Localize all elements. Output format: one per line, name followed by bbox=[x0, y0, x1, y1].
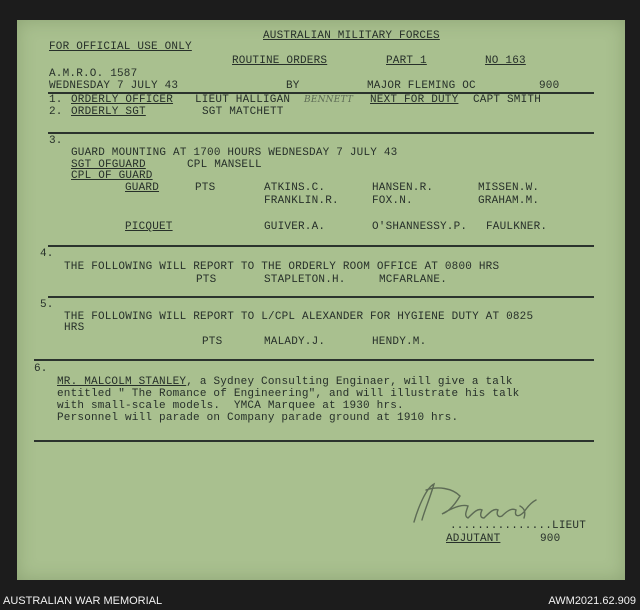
rule-section-6 bbox=[34, 440, 594, 442]
orderly-sgt-label: ORDERLY SGT bbox=[71, 106, 146, 118]
part-number: PART 1 bbox=[386, 55, 427, 67]
item-number-4: 4. bbox=[40, 248, 54, 260]
picquet-name: GUIVER.A. bbox=[264, 221, 326, 233]
sgt-of-guard-name: CPL MANSELL bbox=[187, 159, 262, 171]
section-5-name: MALADY.J. bbox=[264, 336, 326, 348]
guard-name: HANSEN.R. bbox=[372, 182, 434, 194]
handwritten-correction: BENNETT bbox=[304, 95, 354, 105]
footer-source: AUSTRALIAN WAR MEMORIAL bbox=[3, 595, 163, 607]
item-number-1: 1. bbox=[49, 94, 63, 106]
section-6-line1 bbox=[57, 376, 513, 388]
sgt-of-guard-label: SGT OFGUARD bbox=[71, 159, 146, 171]
section-6-line1-rest: , a Sydney Consulting Enginaer, will give a talk bbox=[186, 376, 513, 388]
guard-label: GUARD bbox=[125, 182, 160, 194]
guard-name: MISSEN.W. bbox=[478, 182, 540, 194]
item-number-2: 2. bbox=[49, 106, 63, 118]
section-6-line3: with small-scale models. YMCA Marquee at 1930 hrs. bbox=[57, 400, 404, 412]
section-5-text-line2: HRS bbox=[64, 322, 85, 334]
unit-number: 900 bbox=[539, 80, 560, 92]
handwritten-signature bbox=[408, 478, 548, 526]
section-4-name: STAPLETON.H. bbox=[264, 274, 346, 286]
picquet-name: FAULKNER. bbox=[486, 221, 548, 233]
picquet-name: O'SHANNESSY.P. bbox=[372, 221, 468, 233]
document-title: AUSTRALIAN MILITARY FORCES bbox=[263, 30, 440, 42]
footer-accession: AWM2021.62.909 bbox=[548, 595, 636, 607]
speaker-name: MR. MALCOLM STANLEY bbox=[57, 376, 187, 388]
item-number-3: 3. bbox=[49, 135, 63, 147]
item-number-6: 6. bbox=[34, 363, 48, 375]
cpl-of-guard-label: CPL OF GUARD bbox=[71, 170, 153, 182]
commanding-officer: MAJOR FLEMING OC bbox=[367, 80, 476, 92]
order-number: NO 163 bbox=[485, 55, 526, 67]
section-5-name: HENDY.M. bbox=[372, 336, 427, 348]
section-5-text-line1: THE FOLLOWING WILL REPORT TO L/CPL ALEXANDER FOR HYGIENE DUTY AT 0825 bbox=[64, 311, 534, 323]
rule-section-4 bbox=[48, 296, 594, 298]
section-4-text: THE FOLLOWING WILL REPORT TO THE ORDERLY ROOM OFFICE AT 0800 HRS bbox=[64, 261, 500, 273]
guard-name: GRAHAM.M. bbox=[478, 195, 540, 207]
official-use-label: FOR OFFICIAL USE ONLY bbox=[49, 41, 192, 53]
next-for-duty-label: NEXT FOR DUTY bbox=[370, 94, 459, 106]
orderly-sgt-name: SGT MATCHETT bbox=[202, 106, 284, 118]
signature-unit: 900 bbox=[540, 533, 561, 545]
item-number-5: 5. bbox=[40, 299, 54, 311]
by-label: BY bbox=[286, 80, 300, 92]
rule-section-2 bbox=[48, 132, 594, 134]
guard-name: ATKINS.C. bbox=[264, 182, 326, 194]
section-6-line4: Personnel will parade on Company parade ground at 1910 hrs. bbox=[57, 412, 459, 424]
orderly-officer-label: ORDERLY OFFICER bbox=[71, 94, 174, 106]
order-date: WEDNESDAY 7 JULY 43 bbox=[49, 80, 179, 92]
section-5-pts-label: PTS bbox=[202, 336, 223, 348]
rule-section-5 bbox=[34, 359, 594, 361]
signature-rank: ...............LIEUT bbox=[450, 520, 587, 532]
next-for-duty-name: CAPT SMITH bbox=[473, 94, 542, 106]
routine-orders-heading: ROUTINE ORDERS bbox=[232, 55, 328, 67]
guard-pts-label: PTS bbox=[195, 182, 216, 194]
guard-mounting-text: GUARD MOUNTING AT 1700 HOURS WEDNESDAY 7 JULY 43 bbox=[71, 147, 398, 159]
rule-section-3 bbox=[48, 245, 594, 247]
section-4-name: MCFARLANE. bbox=[379, 274, 448, 286]
orderly-officer-name: LIEUT HALLIGAN bbox=[195, 94, 291, 106]
guard-name: FOX.N. bbox=[372, 195, 413, 207]
section-6-line2: entitled " The Romance of Engineering", and will illustrate his talk bbox=[57, 388, 520, 400]
section-4-pts-label: PTS bbox=[196, 274, 217, 286]
guard-name: FRANKLIN.R. bbox=[264, 195, 339, 207]
adjutant-label: ADJUTANT bbox=[446, 533, 501, 545]
picquet-label: PICQUET bbox=[125, 221, 173, 233]
amro-reference: A.M.R.O. 1587 bbox=[49, 68, 138, 80]
